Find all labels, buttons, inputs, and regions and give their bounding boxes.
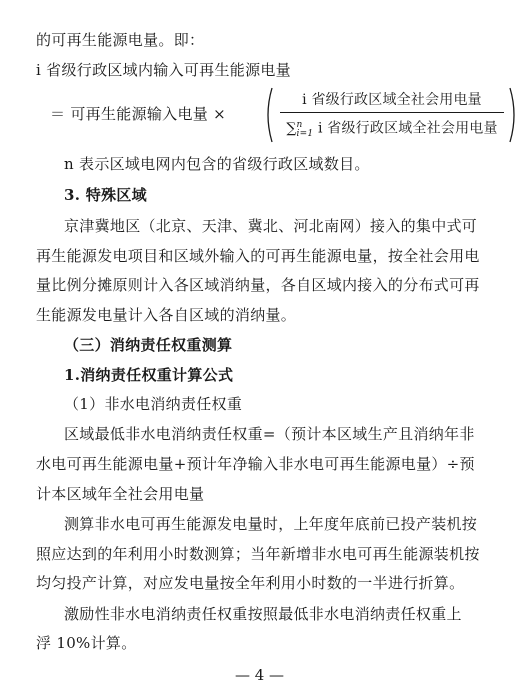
text-line-1: 的可再生能源电量。即： xyxy=(36,31,205,49)
subheading-formula: 1.消纳责任权重计算公式 xyxy=(64,366,234,384)
left-paren-icon xyxy=(262,86,274,144)
text-line-7: 再生能源发电项目和区域外输入的可再生能源电量，按全社会用电 xyxy=(36,247,480,265)
fraction-numerator: i 省级行政区域全社会用电量 xyxy=(302,92,482,108)
text-line-20: 浮 10%计算。 xyxy=(36,634,137,652)
text-line-17: 照应达到的年利用小时数测算；当年新增非水电可再生能源装机按 xyxy=(36,545,480,563)
text-line-16: 测算非水电可再生能源发电量时，上年度年底前已投产装机按 xyxy=(64,515,478,533)
text-line-18: 均匀投产计算，对应发电量按全年利用小时数的一半进行折算。 xyxy=(36,574,465,592)
text-line-6: 京津冀地区（北京、天津、冀北、河北南网）接入的集中式可 xyxy=(64,217,478,235)
formula-fraction xyxy=(280,90,504,144)
fraction-denominator xyxy=(280,115,504,144)
text-line-2: i 省级行政区域内输入可再生能源电量 xyxy=(36,61,291,79)
right-paren-icon xyxy=(508,86,519,144)
sum-lower-limit: i=1 xyxy=(296,129,314,140)
page-number: — 4 — xyxy=(234,666,285,684)
text-line-8: 量比例分摊原则计入各区域消纳量，各自区域内接入的分布式可再 xyxy=(36,276,480,294)
denominator-text: i 省级行政区域全社会用电量 xyxy=(317,120,498,137)
text-line-15: 计本区域年全社会用电量 xyxy=(36,485,205,503)
weighting-formula xyxy=(50,86,498,146)
sum-symbol: ∑ xyxy=(286,120,297,137)
text-line-19: 激励性非水电消纳责任权重按照最低非水电消纳责任权重上 xyxy=(64,605,462,623)
subheading-non-hydro: （1）非水电消纳责任权重 xyxy=(64,395,243,413)
text-line-14: 水电可再生能源电量+预计年净输入非水电可再生能源电量）÷预 xyxy=(36,455,475,473)
text-line-9: 生能源发电量计入各自区域的消纳量。 xyxy=(36,306,297,324)
fraction-bar xyxy=(280,112,504,113)
section-heading-special-regions: 3. 特殊区域 xyxy=(64,186,147,204)
sum-upper-limit: n xyxy=(296,120,303,130)
text-line-13: 区域最低非水电消纳责任权重=（预计本区域生产且消纳年非 xyxy=(64,425,475,443)
text-line-4: n 表示区域电网内包含的省级行政区域数目。 xyxy=(64,155,370,173)
section-heading-weight-calc: （三）消纳责任权重测算 xyxy=(64,336,233,354)
formula-lhs: ＝ 可再生能源输入电量 × xyxy=(50,105,227,123)
